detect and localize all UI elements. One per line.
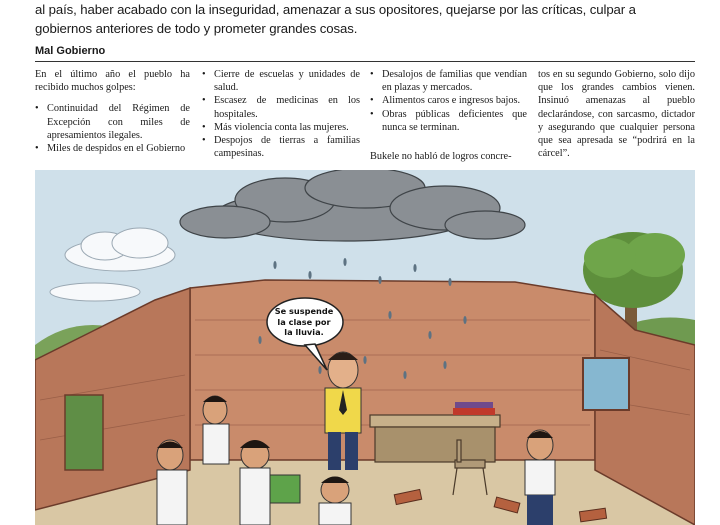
column-1-list [35,102,190,155]
list-item: • Alimentos caros e ingresos bajos. [370,94,527,107]
editorial-cartoon [35,170,695,525]
section-title: Mal Gobierno [35,45,106,57]
list-item: • Despojos de tierras a familias campesinas. [202,134,360,160]
section-divider [35,61,695,62]
column-4-text: tos en su segundo Gobierno, solo dijo que los grandes cambios vienen. Insinuó amenazas al pueblo declarándose, con sarcasmo, dictador y asegurando que cualquier persona que sea apresada se “podrirá en la cárcel”. [538,69,695,160]
column-4 [538,68,695,168]
list-item: • Desalojos de familias que vendían en plazas y mercados. [370,68,527,94]
list-item: • Obras públicas deficientes que nunca se terminan. [370,108,527,134]
column-1-intro: En el último año el pueblo ha recibido muchos golpes: [35,69,190,94]
speech-bubble-text: Se suspende la clase por la lluvia. [274,306,334,337]
column-3-closing: Bukele no habló de logros concre- [370,151,512,163]
column-3-list [370,68,527,134]
column-2-list [202,68,360,160]
list-item: • Escasez de medicinas en los hospitales. [202,94,360,120]
list-item: • Miles de despidos en el Gobierno [35,142,190,155]
list-item: • Cierre de escuelas y unidades de salud. [202,68,360,94]
lead-paragraph: al país, haber acabado con la inseguridad, amenazar a sus opositores, quejarse por las críticas, culpar a gobiernos anteriores de todo y prometer grandes cosas. [35,2,636,36]
column-1 [35,68,190,155]
column-2 [202,68,360,160]
cartoon-illustration [35,170,695,525]
list-item: • Continuidad del Régimen de Excepción con miles de apresamientos ilegales. [35,102,190,142]
column-3 [370,68,527,171]
list-item: • Más violencia conta las mujeres. [202,121,360,134]
